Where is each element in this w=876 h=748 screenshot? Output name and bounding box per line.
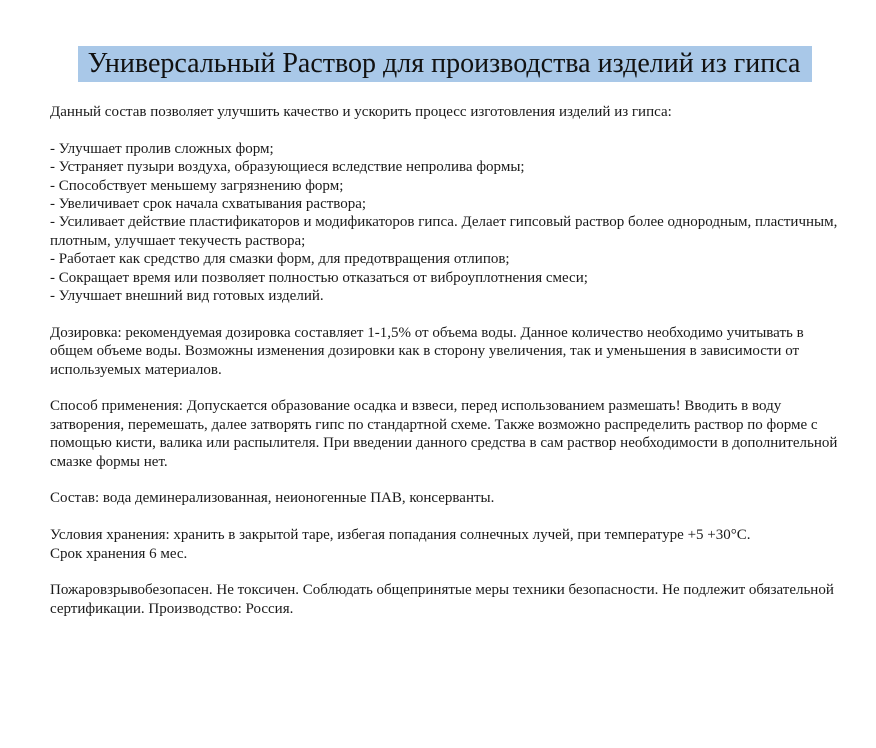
list-item: - Работает как средство для смазки форм, для предотвращения отлипов;: [50, 251, 510, 268]
list-item: - Способствует меньшему загрязнению форм;: [50, 177, 344, 194]
list-item: - Устраняет пузыри воздуха, образующиеся вследствие непролива формы;: [50, 159, 525, 176]
list-item: - Усиливает действие пластификаторов и модификаторов гипса. Делает гипсовый раствор более однородным, пластичным, плотным, улучшает текучесть раствора;: [50, 214, 838, 249]
usage-paragraph: Способ применения: Допускается образование осадка и взвеси, перед использованием размешать! Вводить в воду затворения, перемешать, далее затворять гипс по стандартной схеме. Также возможно распределить раствор по форме с помощью кисти, валика или распылителя. При введении данного средства в сам раствор необходимости в дополнительной смазке формы нет.: [50, 398, 838, 470]
dosage-paragraph: Дозировка: рекомендуемая дозировка составляет 1-1,5% от объема воды. Данное количество необходимо учитывать в общем объеме воды. Возможны изменения дозировки как в сторону увеличения, так и уменьшения в зависимости от используемых материалов.: [50, 324, 804, 378]
title-container: [50, 46, 840, 82]
document-page: [50, 46, 840, 637]
composition-paragraph: Состав: вода деминерализованная, неионогенные ПАВ, консерванты.: [50, 490, 495, 507]
list-item: - Улучшает внешний вид готовых изделий.: [50, 288, 324, 305]
list-item: - Улучшает пролив сложных форм;: [50, 140, 274, 157]
benefits-list: [50, 140, 840, 306]
storage-paragraph: [50, 526, 840, 563]
list-item: - Увеличивает срок начала схватывания раствора;: [50, 196, 367, 213]
storage-conditions: Условия хранения: хранить в закрытой таре, избегая попадания солнечных лучей, при температуре +5 +30°С.: [50, 527, 751, 544]
safety-paragraph: Пожаровзрывобезопасен. Не токсичен. Соблюдать общепринятые меры техники безопасности. Не подлежит обязательной сертификации. Производство: Россия.: [50, 582, 834, 617]
list-item: - Сокращает время или позволяет полностью отказаться от виброуплотнения смеси;: [50, 269, 588, 286]
document-title: Универсальный Раствор для производства изделий из гипса: [78, 46, 813, 82]
shelf-life: Срок хранения 6 мес.: [50, 545, 188, 562]
intro-paragraph: Данный состав позволяет улучшить качество и ускорить процесс изготовления изделий из гипса:: [50, 104, 672, 120]
